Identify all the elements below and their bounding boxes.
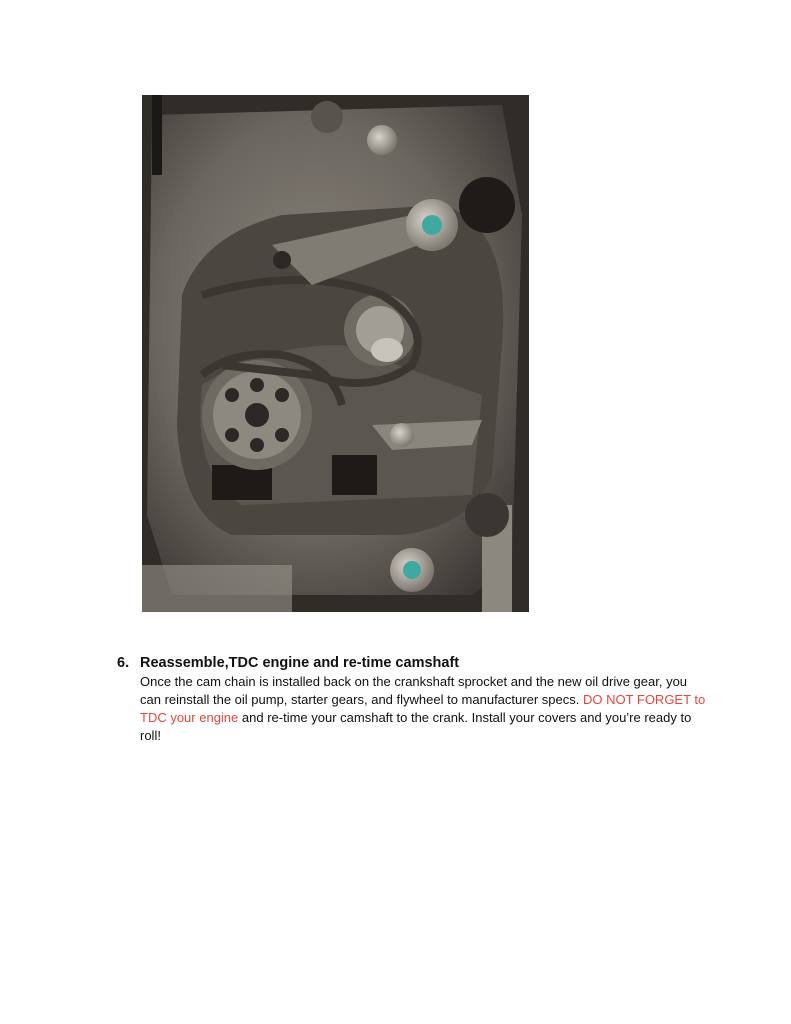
step-number: 6.	[117, 655, 130, 671]
step-heading	[117, 654, 707, 672]
step-body-outro: and re-time your camshaft to the crank. Install your covers and you’re ready to roll!	[140, 710, 692, 743]
step-body-intro: Once the cam chain is installed back on the crankshaft sprocket and the new oil drive gear, you can reinstall the oil pump, starter gears, and flywheel to manufacturer specs.	[140, 674, 688, 707]
tdc-warning-text: DO NOT FORGET to TDC your engine	[140, 692, 706, 725]
step-section	[117, 654, 707, 745]
step-title: Reassemble,TDC engine and re-time camshaft	[140, 655, 460, 671]
step-body	[140, 673, 707, 745]
engine-photo	[142, 95, 529, 612]
